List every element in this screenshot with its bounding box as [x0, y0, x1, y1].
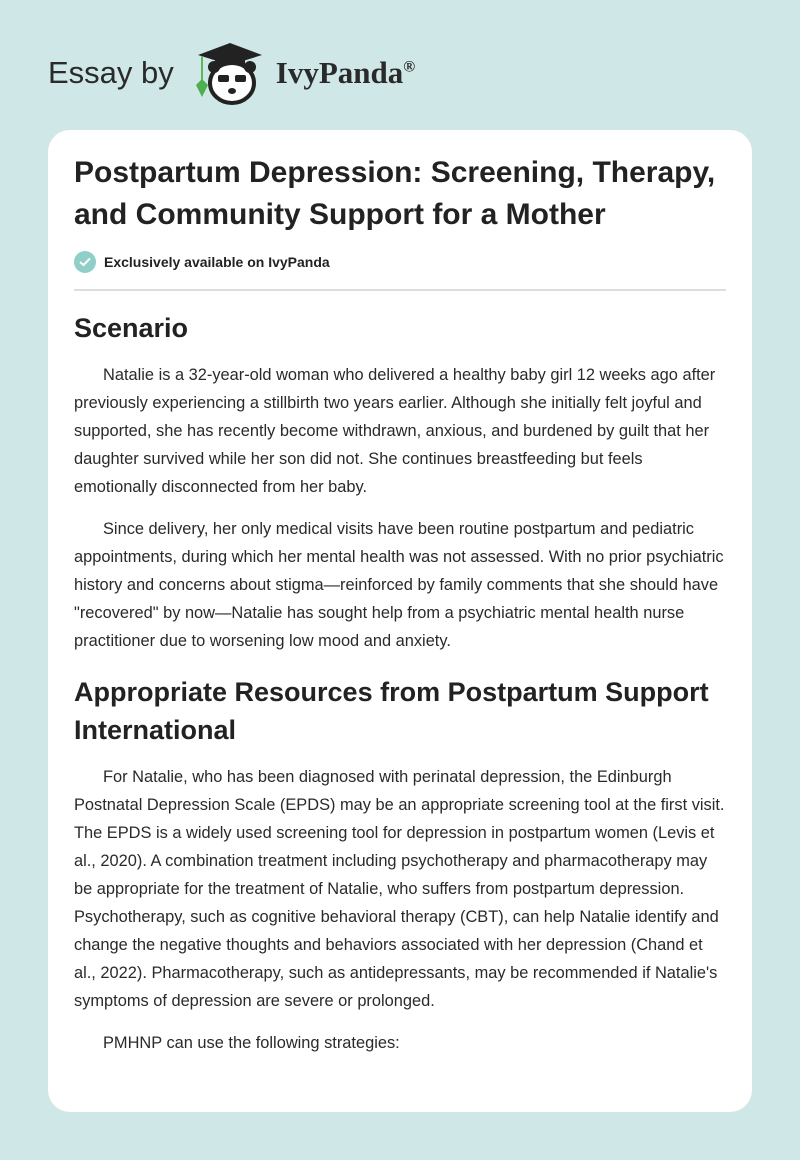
badge-text: Exclusively available on IvyPanda [104, 254, 330, 270]
paragraph: For Natalie, who has been diagnosed with perinatal depression, the Edinburgh Postnatal Depression Scale (EPDS) may be an appropriate screening tool at the first visit. The EPDS is a widely used screening tool for depression in postpartum women (Levis et al., 2020). A combination treatment including psychotherapy and pharmacotherapy may be appropriate for the treatment of Natalie, who suffers from postpartum depression. Psychotherapy, such as cognitive behavioral therapy (CBT), can help Natalie identify and change the negative thoughts and behaviors associated with her depression (Chand et al., 2022). Pharmacotherapy, such as antidepressants, may be recommended if Natalie's symptoms of depression are severe or prolonged. [74, 768, 725, 1010]
essay-card [48, 130, 752, 1112]
paragraph: PMHNP can use the following strategies: [103, 1034, 400, 1052]
exclusive-badge [74, 251, 726, 273]
paragraph: Natalie is a 32-year-old woman who delivered a healthy baby girl 12 weeks ago after previously experiencing a stillbirth two years earlier. Although she initially felt joyful and supported, she has recently become withdrawn, anxious, and burdened by guilt that her daughter survived while her son did not. She continues breastfeeding but feels emotionally disconnected from her baby. [74, 366, 716, 496]
divider [74, 289, 726, 291]
site-logo[interactable] [48, 38, 415, 108]
essay-title: Postpartum Depression: Screening, Therapy, and Community Support for a Mother [74, 156, 716, 231]
brand-name: IvyPanda® [275, 55, 416, 90]
check-icon [74, 251, 96, 273]
panda-logo-icon [188, 35, 268, 112]
section-heading: Scenario [74, 313, 189, 343]
essay-by-label: Essay by [48, 55, 174, 90]
paragraph: Since delivery, her only medical visits have been routine postpartum and pediatric appointments, during which her mental health was not assessed. With no prior psychiatric history and concerns about stigma—reinforced by family comments that she should have "recovered" by now—Natalie has sought help from a psychiatric mental health nurse practitioner due to worsening low mood and anxiety. [74, 520, 724, 650]
section-heading: Appropriate Resources from Postpartum Support International [74, 677, 709, 745]
